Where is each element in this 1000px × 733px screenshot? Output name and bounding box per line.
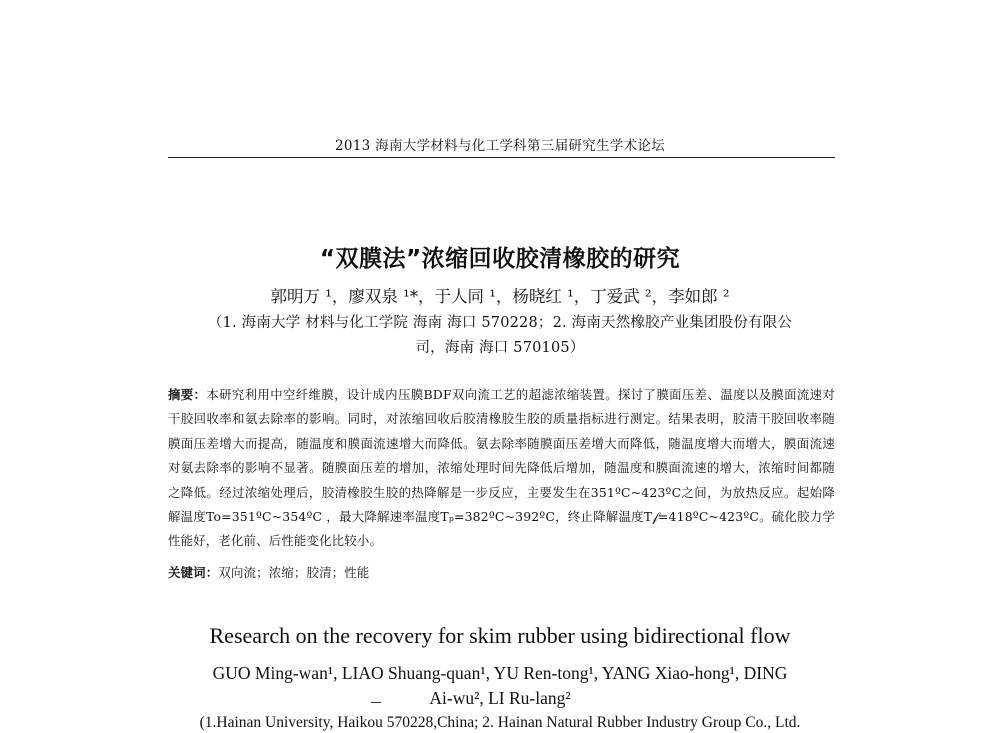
keywords-text: 双向流；浓缩；胶清；性能 [218,565,370,580]
paper-title-en: Research on the recovery for skim rubber using bidirectional flow [209,623,791,648]
abstract-label: 摘要： [168,387,207,402]
abstract-text: 本研究利用中空纤维膜，设计成内压膜BDF双向流工艺的超滤浓缩装置。探讨了膜面压差、温度以及膜面流速对干胶回收率和氨去除率的影响。同时，对浓缩回收后胶清橡胶生胶的质量指标进行测定。结果表明，胶清干胶回收率随膜面压差增大而提高，随温度和膜面流速增大而降低。氨去除率随膜面压差增大而降低，随温度增大而增大，膜面流速对氨去除率的影响不显著。随膜面压差的增加，浓缩处理时间先降低后增加，随温度和膜面流速的增大，浓缩时间都随之降低。经过浓缩处理后，胶清橡胶生胶的热降解是一步反应，主要发生在351ºC~423ºC之间，为放热反应。起始降解温度To=351ºC~354ºC ，最大降解速率温度Tₚ=382ºC~392ºC，终止降解温度T𝒻=418ºC~423ºC。硫化胶力学性能好，老化前、后性能变化比较小。 [168,387,835,549]
header-rule [168,157,835,158]
keywords-cn [168,563,835,581]
authors-en-line1: GUO Ming-wan¹, LIAO Shuang-quan¹, YU Ren-tong¹, YANG Xiao-hong¹, DING [212,663,788,683]
conference-header: 2013 海南大学材料与化工学科第三届研究生学术论坛 [335,138,665,154]
paper-title-cn: “双膜法”浓缩回收胶清橡胶的研究 [319,246,681,272]
authors-cn: 郭明万 ¹，廖双泉 ¹*，于人同 ¹，杨晓红 ¹，丁爱武 ²，李如郎 ² [270,287,730,306]
affiliation-cn-line2: 司，海南 海口 570105） [415,340,585,356]
keywords-label: 关键词： [168,565,219,580]
affiliation-cn-line1: （1. 海南大学 材料与化工学院 海南 海口 570228；2. 海南天然橡胶产业集团股份有限公 [207,315,793,331]
authors-en-line2: Ai-wu², LI Ru-lang² [429,688,571,708]
affiliation-en: (1.Hainan University, Haikou 570228,China; 2. Hainan Natural Rubber Industry Group Co., Ltd. [199,714,801,731]
abstract-cn [168,383,835,554]
